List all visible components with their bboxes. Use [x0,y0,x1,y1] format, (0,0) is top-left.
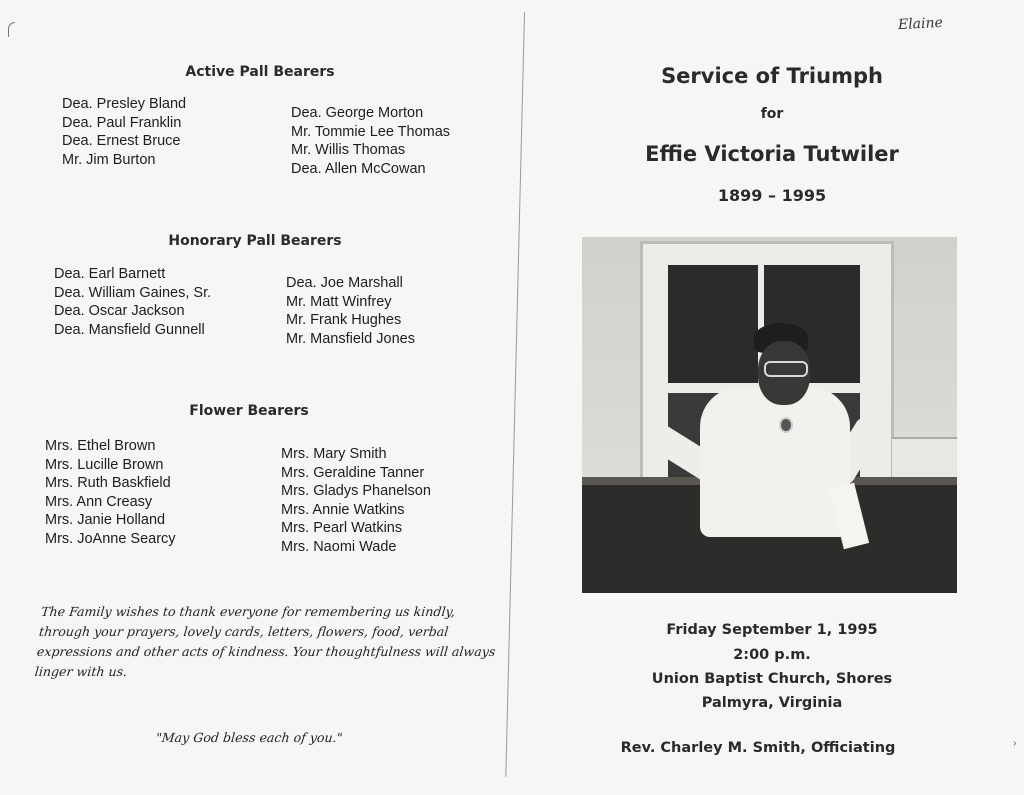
list-item: Mrs. Lucille Brown [45,456,164,473]
list-item: Mrs. Ruth Baskfield [45,475,171,492]
church-location: Palmyra, Virginia [701,695,843,711]
church-name: Union Baptist Church, Shores [651,671,893,687]
service-time: 2:00 p.m. [733,647,811,663]
list-item: Mr. Willis Thomas [291,142,406,159]
page-fold-line [505,12,525,777]
honorary-pall-bearers-col2 [286,274,415,348]
list-item: Mrs. Annie Watkins [281,501,405,518]
list-item: Dea. George Morton [291,105,424,121]
list-item: Mr. Mansfield Jones [286,330,415,347]
list-item: Mr. Matt Winfrey [286,293,392,310]
portrait-photo [582,237,957,593]
list-item: Dea. Presley Bland [62,96,187,112]
flower-bearers-col1 [45,437,176,549]
edge-mark: › [1013,738,1017,749]
list-item: Mrs. Naomi Wade [281,538,397,555]
active-pall-bearers-col1 [62,95,186,169]
list-item: Mr. Tommie Lee Thomas [291,123,451,140]
list-item: Dea. Allen McCowan [291,160,426,177]
list-item: Dea. Mansfield Gunnell [54,321,205,338]
list-item: Dea. Earl Barnett [54,266,166,282]
list-item: Dea. Ernest Bruce [62,133,181,150]
active-pall-bearers-heading: Active Pall Bearers [185,64,335,80]
list-item: Mrs. Gladys Phanelson [281,483,431,500]
blessing-text: "May God bless each of you." [155,730,344,745]
list-item: Mrs. Ethel Brown [45,438,156,454]
list-item: The Family wishes to thank everyone for remembering us kindly, [40,604,456,619]
list-item: Mrs. Geraldine Tanner [281,464,425,481]
list-item: Mrs. Pearl Watkins [281,520,403,537]
list-item: Dea. Paul Franklin [62,114,182,131]
handwritten-note: Elaine [897,14,944,34]
list-item: Mrs. Mary Smith [281,446,387,462]
active-pall-bearers-col2 [291,104,450,178]
list-item: expressions and other acts of kindness. Your thoughtfulness will always [36,644,497,659]
service-title: Service of Triumph [661,64,883,88]
list-item: Mrs. Janie Holland [45,512,166,529]
list-item: Dea. Joe Marshall [286,275,403,291]
list-item: Mr. Jim Burton [62,151,156,168]
deceased-name: Effie Victoria Tutwiler [645,142,899,166]
life-years: 1899 – 1995 [717,186,827,205]
honorary-pall-bearers-col1 [54,265,211,339]
honorary-pall-bearers-heading: Honorary Pall Bearers [168,233,342,249]
flower-bearers-col2 [281,445,431,557]
corner-mark [8,22,15,37]
flower-bearers-heading: Flower Bearers [189,403,309,419]
officiant: Rev. Charley M. Smith, Officiating [620,740,896,756]
for-label: for [760,106,784,122]
list-item: Mr. Frank Hughes [286,312,402,329]
service-date: Friday September 1, 1995 [666,622,878,638]
list-item: Mrs. JoAnne Searcy [45,530,176,547]
acknowledgement-text [34,602,501,682]
list-item: through your prayers, lovely cards, letters, flowers, food, verbal [38,624,450,639]
list-item: Mrs. Ann Creasy [45,493,153,510]
list-item: linger with us. [34,664,128,679]
list-item: Dea. William Gaines, Sr. [54,284,212,301]
list-item: Dea. Oscar Jackson [54,303,185,320]
